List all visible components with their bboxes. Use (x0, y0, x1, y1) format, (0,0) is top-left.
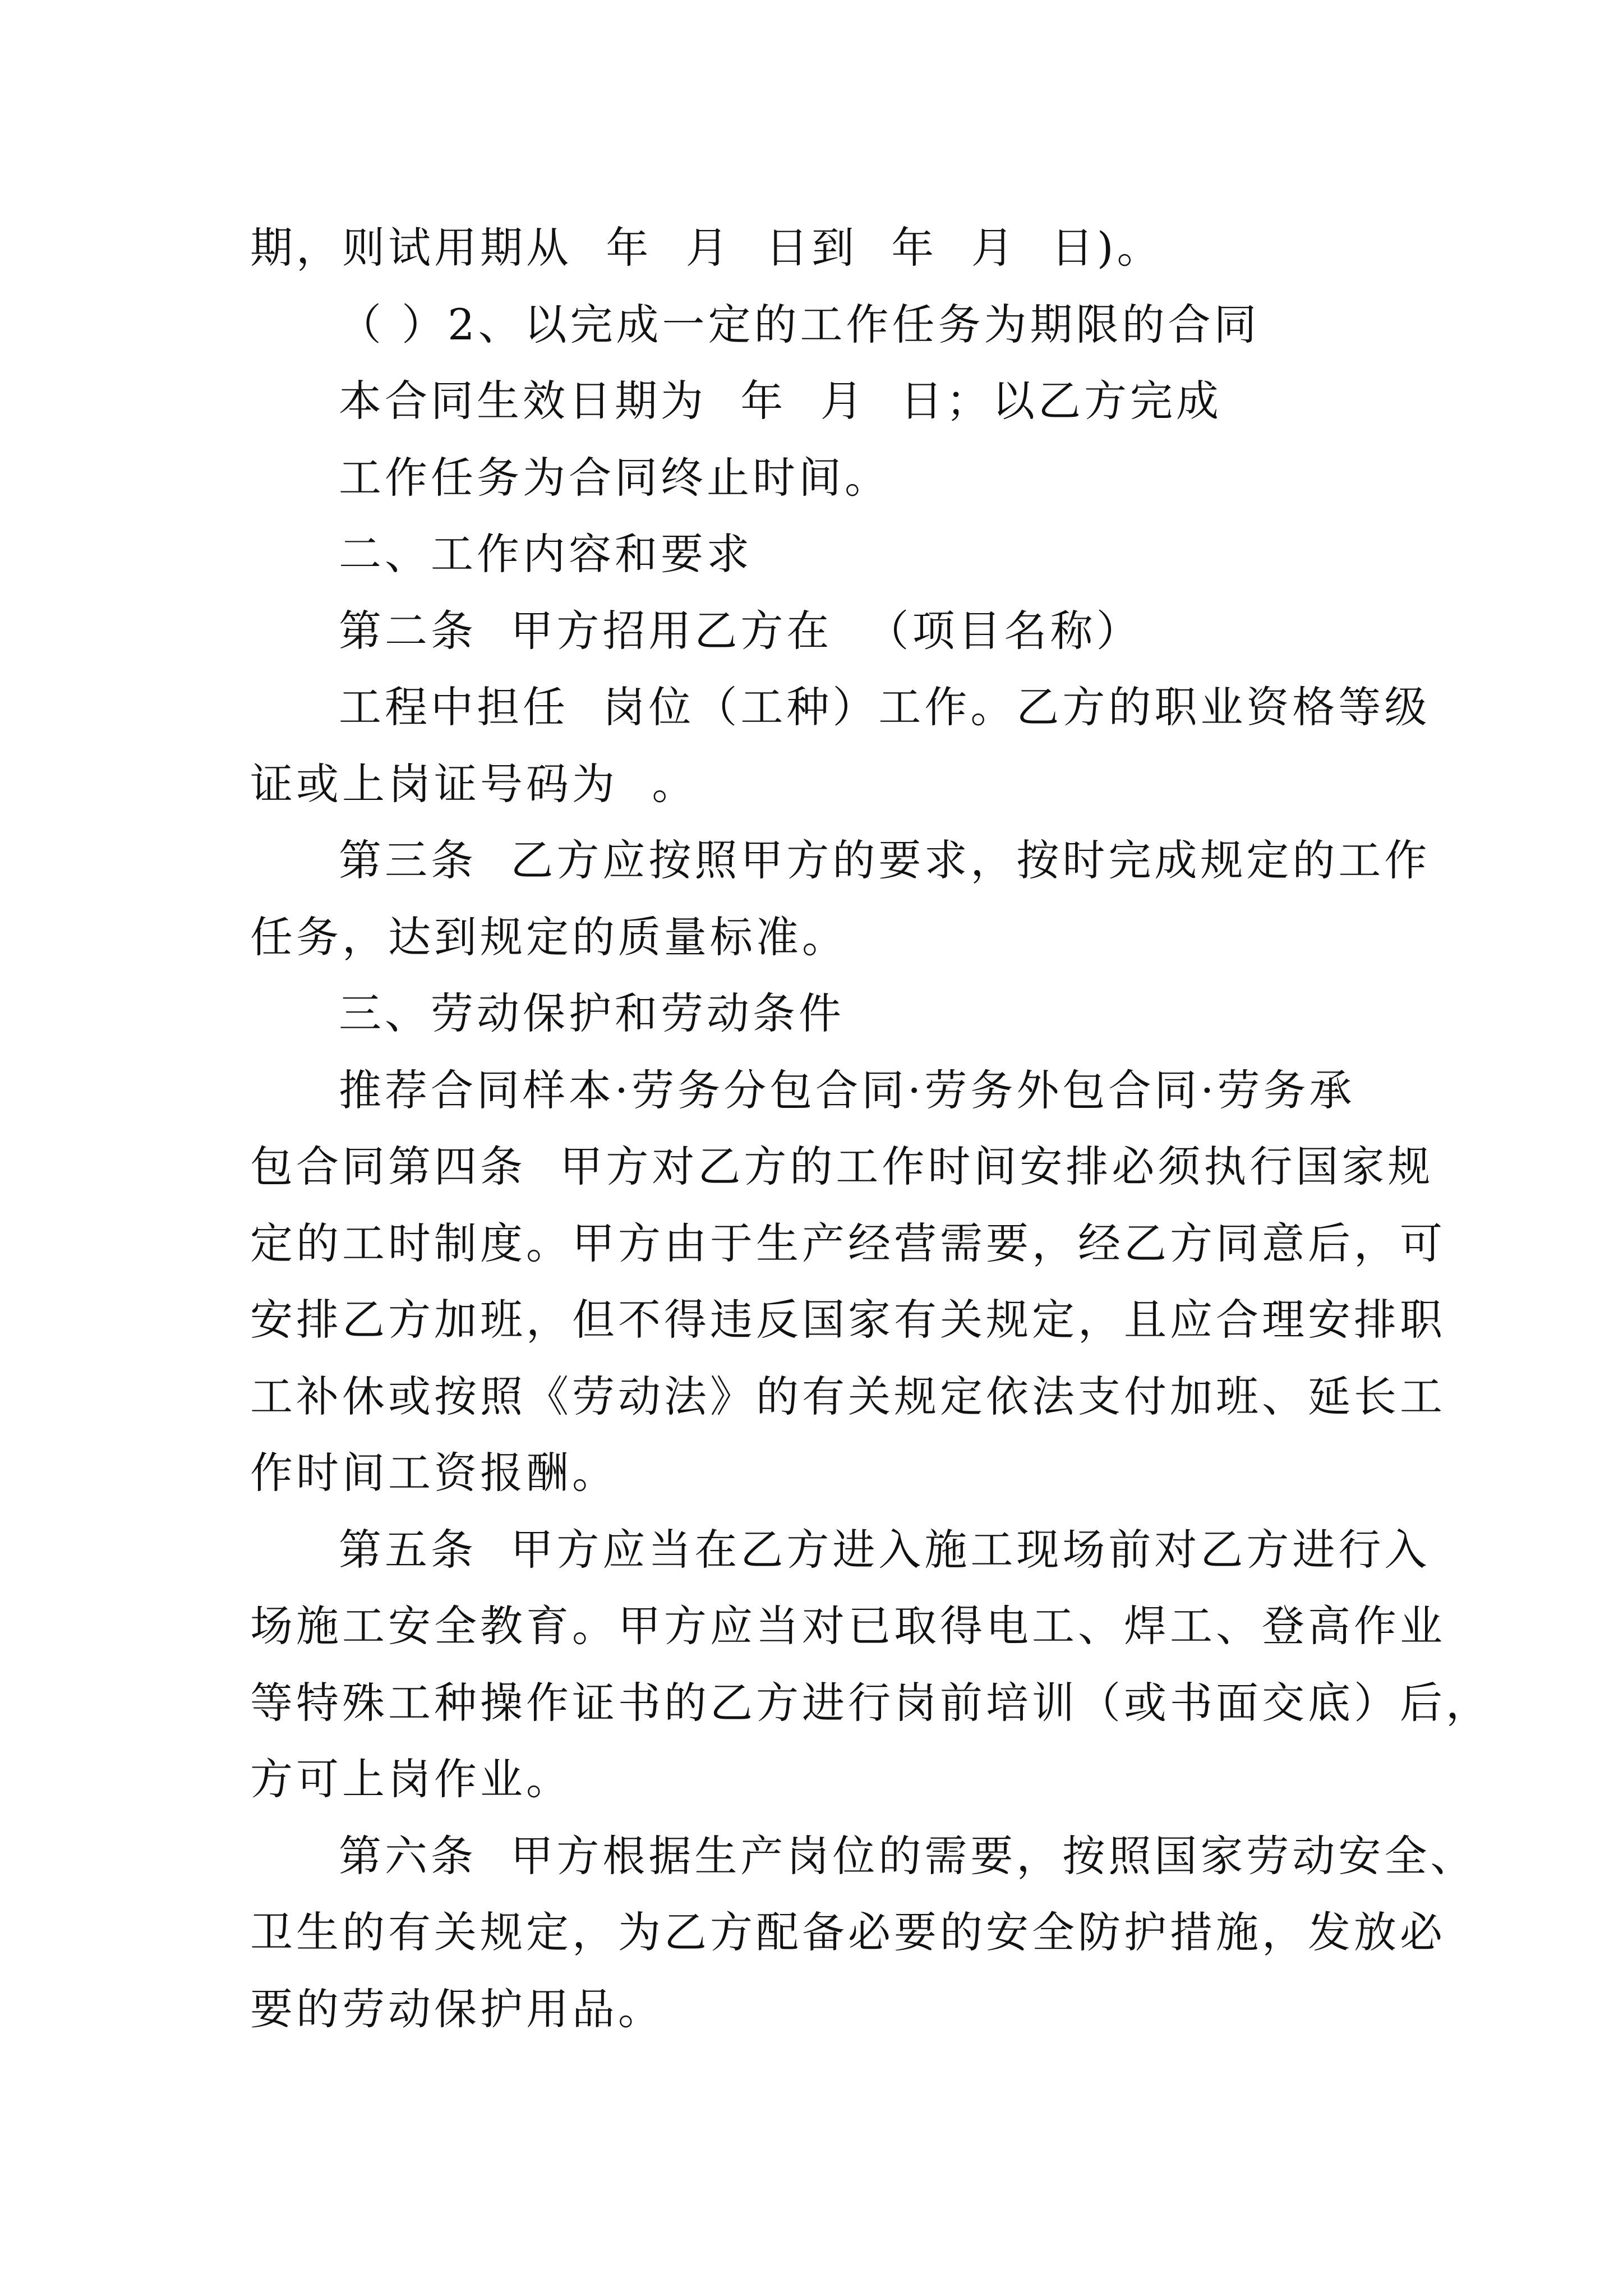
text-line: 证或上岗证号码为 。 (250, 758, 698, 809)
text-line: 定的工时制度。甲方由于生产经营需要，经乙方同意后，可 (250, 1218, 1446, 1268)
text-line: 本合同生效日期为 年 月 日；以乙方完成 (339, 376, 1222, 426)
section-heading: 二、工作内容和要求 (339, 529, 753, 579)
text-line: 期，则试用期从 年 月 日到 年 月 日)。 (250, 223, 1163, 273)
text-line: 工程中担任 岗位（工种）工作。乙方的职业资格等级 (339, 682, 1431, 732)
text-line: 第五条 甲方应当在乙方进入施工现场前对乙方进行入 (339, 1524, 1431, 1575)
text-line: 作时间工资报酬。 (250, 1448, 618, 1498)
text-line: 方可上岗作业。 (250, 1754, 572, 1804)
text-line: 任务，达到规定的质量标准。 (250, 912, 848, 962)
document-body (250, 210, 1492, 2047)
text-line: 推荐合同样本·劳务分包合同·劳务外包合同·劳务承 (339, 1065, 1355, 1115)
text-line: 工补休或按照《劳动法》的有关规定依法支付加班、延长工 (250, 1371, 1446, 1421)
text-line: 第二条 甲方招用乙方在 （项目名称） (339, 605, 1142, 656)
text-line: 等特殊工种操作证书的乙方进行岗前培训（或书面交底）后， (250, 1677, 1492, 1728)
section-heading: 三、劳动保护和劳动条件 (339, 988, 845, 1038)
text-line: 安排乙方加班，但不得违反国家有关规定，且应合理安排职 (250, 1295, 1446, 1345)
text-line: 场施工安全教育。甲方应当对已取得电工、焊工、登高作业 (250, 1601, 1446, 1651)
text-line: 第三条 乙方应按照甲方的要求，按时完成规定的工作 (339, 835, 1431, 885)
text-line: 工作任务为合同终止时间。 (339, 452, 891, 503)
text-line: 包合同第四条 甲方对乙方的工作时间安排必须执行国家规 (250, 1142, 1434, 1191)
text-line: （ ）2、以完成一定的工作任务为期限的合同 (339, 299, 1260, 349)
text-line: 第六条 甲方根据生产岗位的需要，按照国家劳动安全、 (339, 1830, 1477, 1881)
text-line: 卫生的有关规定，为乙方配备必要的安全防护措施，发放必 (250, 1907, 1446, 1957)
text-line: 要的劳动保护用品。 (250, 1984, 664, 2034)
